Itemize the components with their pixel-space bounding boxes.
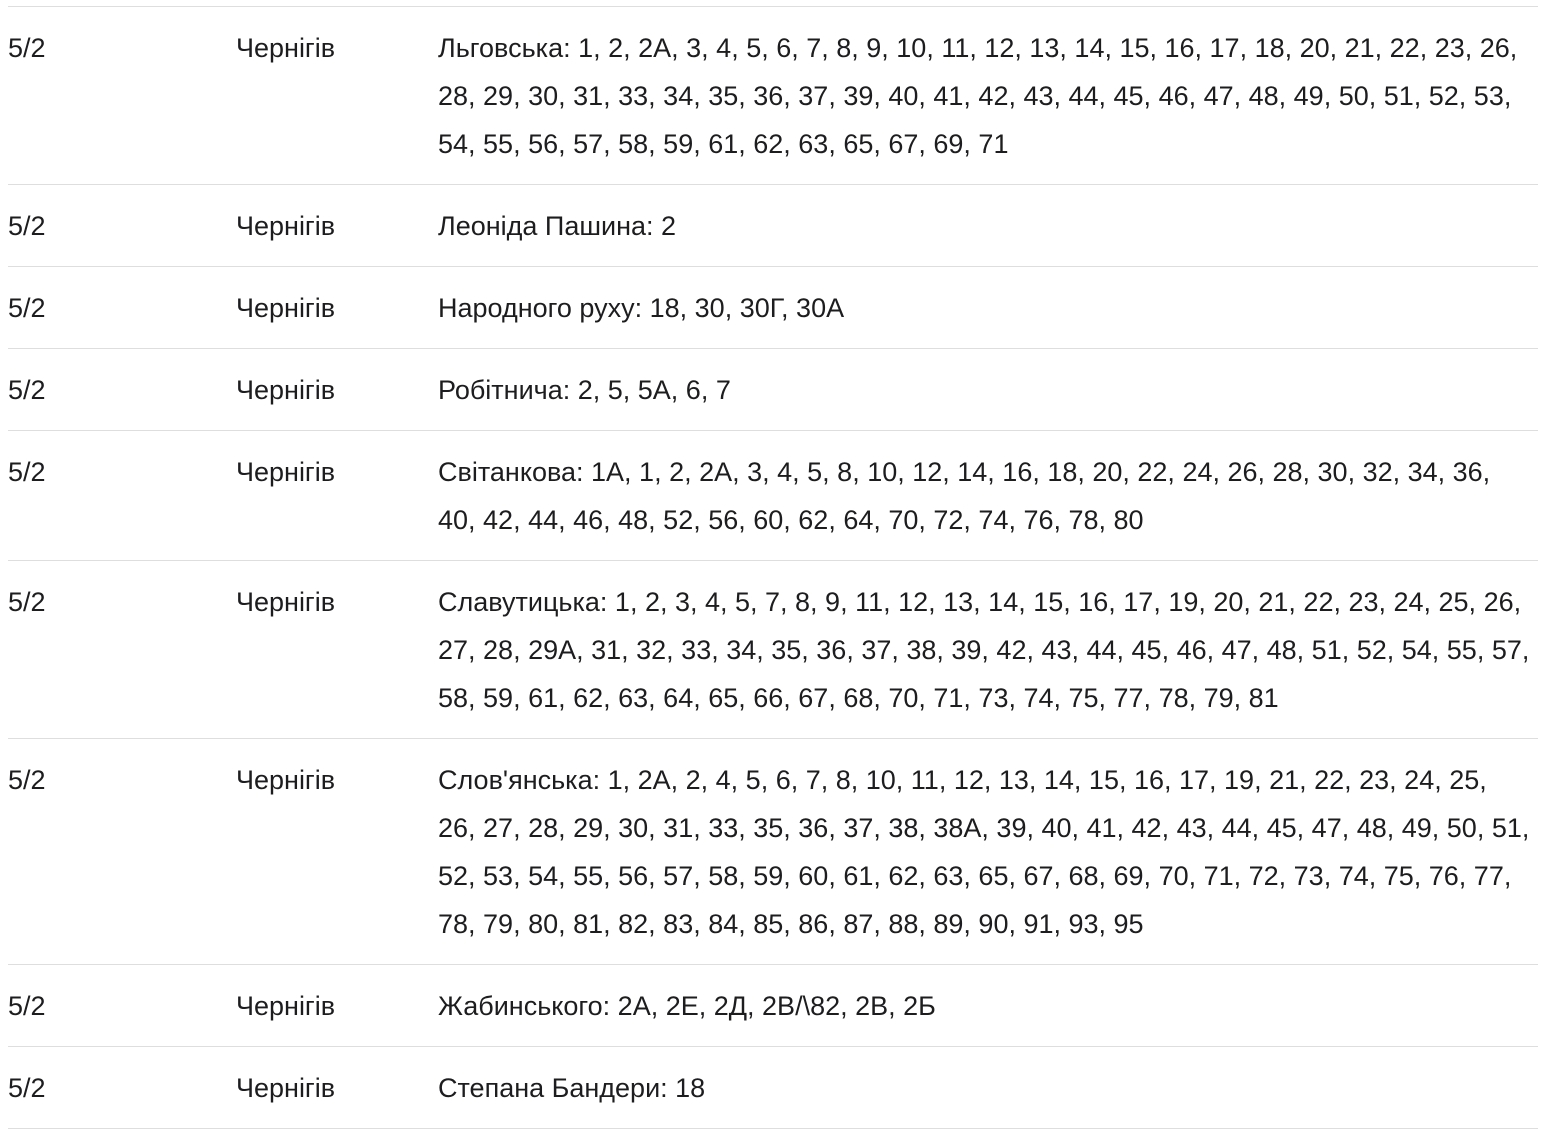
address-cell: Леоніда Пашина: 2 — [438, 211, 677, 241]
table-row — [8, 1047, 1538, 1129]
city-cell: Чернігів — [236, 33, 336, 63]
table-row — [8, 739, 1538, 965]
queue-cell: 5/2 — [8, 375, 46, 405]
queue-cell: 5/2 — [8, 33, 46, 63]
outage-schedule-table — [8, 6, 1538, 1129]
queue-cell: 5/2 — [8, 991, 46, 1021]
address-cell: Степана Бандери: 18 — [438, 1073, 706, 1103]
table-row — [8, 349, 1538, 431]
queue-cell: 5/2 — [8, 293, 46, 323]
queue-cell: 5/2 — [8, 1073, 46, 1103]
address-cell: Народного руху: 18, 30, 30Г, 30А — [438, 293, 845, 323]
table-row — [8, 7, 1538, 185]
table-row — [8, 185, 1538, 267]
table-row — [8, 267, 1538, 349]
table-row — [8, 431, 1538, 561]
city-cell: Чернігів — [236, 991, 336, 1021]
queue-cell: 5/2 — [8, 765, 46, 795]
queue-cell: 5/2 — [8, 587, 46, 617]
city-cell: Чернігів — [236, 293, 336, 323]
address-cell: Славутицька: 1, 2, 3, 4, 5, 7, 8, 9, 11, 12, 13, 14, 15, 16, 17, 19, 20, 21, 22, 23, 24, 25, 26, 27, 28, 29А, 31, 32, 33, 34, 35, 36, 37, 38, 39, 42, 43, 44, 45, 46, 47, 48, 51, 52, 54, 55, 57, 58, 59, 61, 62, 63, 64, 65, 66, 67, 68, 70, 71, 73, 74, 75, 77, 78, 79, 81 — [438, 587, 1530, 713]
city-cell: Чернігів — [236, 457, 336, 487]
address-cell: Слов'янська: 1, 2А, 2, 4, 5, 6, 7, 8, 10, 11, 12, 13, 14, 15, 16, 17, 19, 21, 22, 23, 24, 25, 26, 27, 28, 29, 30, 31, 33, 35, 36, 37, 38, 38А, 39, 40, 41, 42, 43, 44, 45, 47, 48, 49, 50, 51, 52, 53, 54, 55, 56, 57, 58, 59, 60, 61, 62, 63, 65, 67, 68, 69, 70, 71, 72, 73, 74, 75, 76, 77, 78, 79, 80, 81, 82, 83, 84, 85, 86, 87, 88, 89, 90, 91, 93, 95 — [438, 765, 1530, 939]
queue-cell: 5/2 — [8, 457, 46, 487]
city-cell: Чернігів — [236, 587, 336, 617]
table-row — [8, 561, 1538, 739]
city-cell: Чернігів — [236, 1073, 336, 1103]
city-cell: Чернігів — [236, 211, 336, 241]
city-cell: Чернігів — [236, 765, 336, 795]
address-cell: Жабинського: 2А, 2Е, 2Д, 2В/\82, 2В, 2Б — [438, 991, 936, 1021]
queue-cell: 5/2 — [8, 211, 46, 241]
address-cell: Робітнича: 2, 5, 5А, 6, 7 — [438, 375, 731, 405]
table-row — [8, 965, 1538, 1047]
address-cell: Світанкова: 1А, 1, 2, 2А, 3, 4, 5, 8, 10, 12, 14, 16, 18, 20, 22, 24, 26, 28, 30, 32, 34, 36, 40, 42, 44, 46, 48, 52, 56, 60, 62, 64, 70, 72, 74, 76, 78, 80 — [438, 457, 1491, 535]
address-cell: Льговська: 1, 2, 2А, 3, 4, 5, 6, 7, 8, 9, 10, 11, 12, 13, 14, 15, 16, 17, 18, 20, 21, 22, 23, 26, 28, 29, 30, 31, 33, 34, 35, 36, 37, 39, 40, 41, 42, 43, 44, 45, 46, 47, 48, 49, 50, 51, 52, 53, 54, 55, 56, 57, 58, 59, 61, 62, 63, 65, 67, 69, 71 — [438, 33, 1518, 159]
city-cell: Чернігів — [236, 375, 336, 405]
